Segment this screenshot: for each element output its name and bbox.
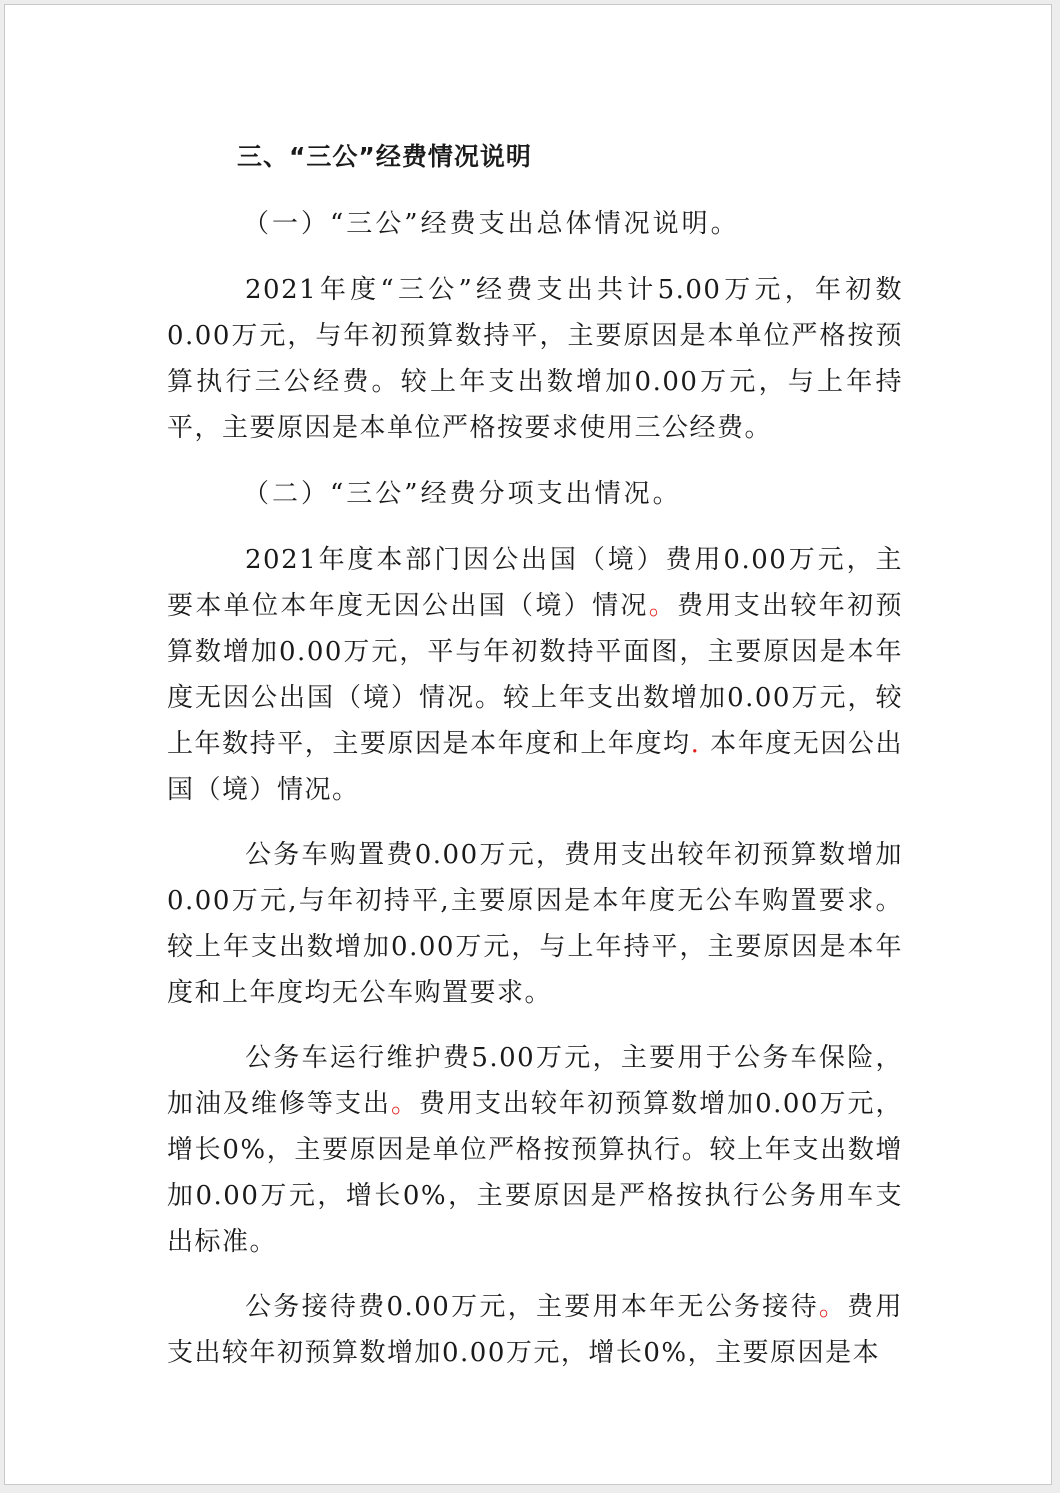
overseas-travel-text-3: 本年度无因公出国（境）情况。 (167, 729, 903, 805)
vehicle-operation-text-2: 费用支出较年初预算数增加0.00万元，增长0%，主要原因是单位严格按预算执行。较上年支出数增加0.00万元，增长0%，主要原因是严格按执行公务用车支出标准。 (167, 1089, 903, 1257)
red-punctuation-mark: 。 (648, 591, 678, 621)
red-punctuation-mark: 。 (818, 1292, 848, 1322)
paragraph-reception (167, 1284, 903, 1376)
subsection-title-breakdown: （二）“三公”经费分项支出情况。 (243, 479, 682, 509)
overseas-travel-text-2: 费用支出较年初预算数增加0.00万元，平与年初数持平面图，主要原因是本年度无因公出国（境）情况。较上年支出数增加0.00万元，较上年数持平，主要原因是本年度和上年度均 (167, 591, 903, 759)
document-page (4, 4, 1052, 1485)
reception-text-2: 费用支出较年初预算数增加0.00万元，增长0%，主要原因是本 (167, 1292, 903, 1368)
reception-text-1: 公务接待费0.00万元，主要用本年无公务接待 (245, 1292, 819, 1322)
paragraph-vehicle-purchase: 公务车购置费0.00万元，费用支出较年初预算数增加0.00万元,与年初持平,主要原因是本年度无公车购置要求。较上年支出数增加0.00万元，与上年持平，主要原因是本年度和上年度均无公车购置要求。 (167, 840, 903, 1008)
red-punctuation-mark: . (690, 729, 701, 759)
paragraph-overall: 2021年度“三公”经费支出共计5.00万元，年初数0.00万元，与年初预算数持平，主要原因是本单位严格按预算执行三公经费。较上年支出数增加0.00万元，与上年持平，主要原因是本单位严格按要求使用三公经费。 (167, 275, 903, 443)
red-punctuation-mark: 。 (391, 1089, 420, 1119)
paragraph-overseas-travel (167, 537, 903, 813)
paragraph-vehicle-operation (167, 1035, 903, 1265)
overseas-travel-text-1: 2021年度本部门因公出国（境）费用0.00万元，主要本单位本年度无因公出国（境）情况 (167, 545, 903, 621)
subsection-title-overall: （一）“三公”经费支出总体情况说明。 (243, 209, 740, 239)
document-body (167, 133, 903, 1395)
vehicle-operation-text-1: 公务车运行维护费5.00万元，主要用于公务车保险，加油及维修等支出 (167, 1043, 903, 1119)
section-heading: 三、“三公”经费情况说明 (237, 142, 532, 171)
